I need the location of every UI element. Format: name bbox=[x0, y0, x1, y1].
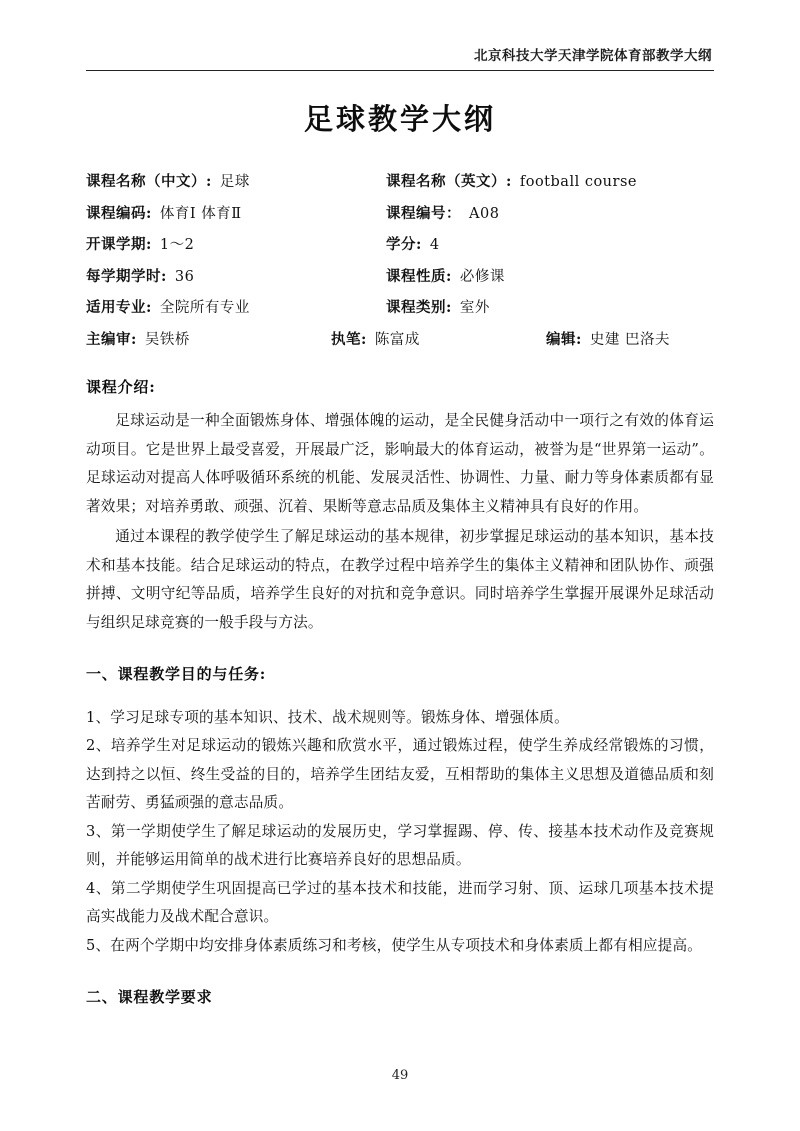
section-heading-requirements: 二、课程教学要求 bbox=[86, 988, 213, 1007]
meta-field-course-nature bbox=[386, 267, 714, 288]
list-item: 1、学习足球专项的基本知识、技术、战术规则等。锻炼身体、增强体质。 bbox=[86, 709, 569, 726]
meta-field-course-code bbox=[86, 204, 386, 225]
meta-label: 编辑: bbox=[546, 330, 582, 348]
meta-label: 学分: bbox=[386, 236, 422, 254]
meta-label: 课程名称（中文）: bbox=[86, 173, 212, 190]
meta-value: 陈富成 bbox=[374, 331, 420, 348]
meta-value: A08 bbox=[469, 205, 500, 222]
meta-value: 1～2 bbox=[159, 237, 195, 254]
meta-value: 足球 bbox=[219, 174, 250, 190]
meta-field-chief-editor bbox=[86, 330, 331, 351]
meta-label: 每学期学时: bbox=[86, 267, 167, 285]
meta-value: 4 bbox=[429, 237, 440, 254]
meta-value: 体育Ⅰ 体育Ⅱ bbox=[159, 205, 242, 222]
meta-label: 主编审: bbox=[86, 330, 137, 348]
running-head: 北京科技大学天津学院体育部教学大纲 bbox=[474, 48, 712, 64]
header-divider bbox=[86, 70, 714, 71]
meta-label: 课程编码: bbox=[86, 204, 152, 222]
list-item: 3、第一学期使学生了解足球运动的发展历史，学习掌握踢、停、传、接基本技术动作及竞赛规则，并能够运用简单的战术进行比赛培养良好的思想品质。 bbox=[86, 822, 714, 869]
meta-label: 课程名称（英文）: bbox=[386, 173, 512, 190]
meta-row-credits bbox=[86, 330, 714, 351]
list-item: 2、培养学生对足球运动的锻炼兴趣和欣赏水平，通过锻炼过程，使学生养成经常锻炼的习惯，达到持之以恒、终生受益的目的，培养学生团结友爱，互相帮助的集体主义思想及道德品质和刻苦耐劳、勇猛顽强的意志品质。 bbox=[86, 737, 714, 812]
meta-field-editor bbox=[546, 330, 714, 351]
meta-label: 课程编号： bbox=[386, 204, 461, 222]
section-heading-objectives: 一、课程教学目的与任务: bbox=[86, 665, 267, 683]
meta-row bbox=[86, 204, 714, 225]
meta-label: 开课学期: bbox=[86, 236, 152, 254]
intro-paragraph-2: 通过本课程的教学使学生了解足球运动的基本规律，初步掌握足球运动的基本知识，基本技术和基本技能。结合足球运动的特点，在教学过程中培养学生的集体主义精神和团队协作、顽强拼搏、文明守纪等品质，培养学生良好的对抗和竞争意识。同时培养学生掌握开展课外足球活动与组织足球竞赛的一般手段与方法。 bbox=[86, 528, 714, 631]
meta-field-course-category bbox=[386, 298, 714, 319]
meta-field-semester bbox=[86, 235, 386, 256]
meta-field-writer bbox=[331, 330, 546, 351]
list-item: 5、在两个学期中均安排身体素质练习和考核，使学生从专项技术和身体素质上都有相应提高。 bbox=[86, 936, 703, 954]
meta-label: 适用专业: bbox=[86, 299, 152, 317]
meta-row bbox=[86, 172, 714, 193]
meta-value: 全院所有专业 bbox=[159, 300, 250, 317]
meta-label: 课程类别: bbox=[386, 299, 452, 317]
meta-field-course-name-en bbox=[386, 172, 714, 193]
course-meta-block bbox=[86, 172, 714, 350]
meta-value: football course bbox=[519, 174, 637, 190]
intro-paragraph-1: 足球运动是一种全面锻炼身体、增强体魄的运动，是全民健身活动中一项行之有效的体育运动项目。它是世界上最受喜爱，开展最广泛，影响最大的体育运动，被誉为是“世界第一运动”。足球运动对提高人体呼吸循环系统的机能、发展灵活性、协调性、力量、耐力等身体素质都有显著效果；对培养勇敢、顽强、沉着、果断等意志品质及集体主义精神具有良好的作用。 bbox=[86, 412, 714, 515]
meta-label: 执笔: bbox=[331, 330, 367, 348]
meta-field-course-number bbox=[386, 204, 714, 225]
meta-row bbox=[86, 298, 714, 319]
meta-value: 室外 bbox=[459, 300, 490, 317]
page-title: 足球教学大纲 bbox=[303, 102, 496, 136]
meta-value: 36 bbox=[174, 268, 195, 285]
meta-value: 必修课 bbox=[459, 268, 505, 285]
meta-value: 吴铁桥 bbox=[144, 331, 190, 348]
page-number: 49 bbox=[391, 1068, 409, 1083]
spacer bbox=[86, 694, 714, 704]
meta-field-credits bbox=[386, 235, 714, 256]
meta-field-course-name-cn bbox=[86, 172, 386, 193]
meta-row bbox=[86, 235, 714, 256]
meta-label: 课程性质: bbox=[386, 267, 452, 285]
meta-field-hours bbox=[86, 267, 386, 288]
meta-value: 史建 巴洛夫 bbox=[589, 331, 670, 348]
meta-field-majors bbox=[86, 298, 386, 319]
list-item: 4、第二学期使学生巩固提高已学过的基本技术和技能，进而学习射、顶、运球几项基本技术提高实战能力及战术配合意识。 bbox=[86, 879, 714, 926]
section-heading-intro: 课程介绍: bbox=[86, 378, 156, 397]
meta-row bbox=[86, 267, 714, 288]
